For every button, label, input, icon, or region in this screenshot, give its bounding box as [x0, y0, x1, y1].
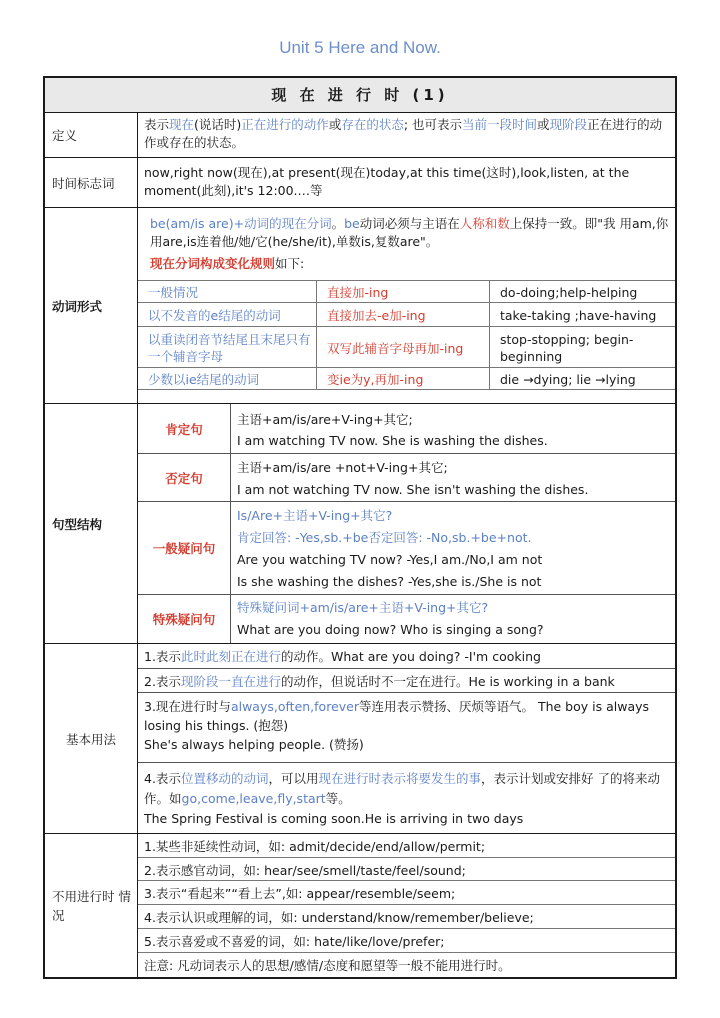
affirmative-formula: 主语+am/is/are+V-ing+其它;: [237, 412, 413, 427]
sentence-section: [45, 404, 675, 644]
definition-section: [45, 113, 675, 158]
text-run: 现阶段一直在进行: [180, 674, 281, 689]
rule-row: [138, 327, 675, 368]
time-markers-text: now,right now(现在),at present(现在)today,at this time(这时),look,listen, at the moment(此刻),it's 12:00.…等: [144, 165, 630, 198]
rule-case: 以重读闭音节结尾且末尾只有一个辅音字母: [138, 327, 317, 367]
yes-no-example-2: Is she washing the dishes? -Yes,she is./She is not: [237, 574, 542, 589]
rule-method: 双写此辅音字母再加-ing: [317, 327, 490, 367]
not-used-item: 4.表示认识或理解的词，如: understand/know/remember/believe;: [138, 905, 675, 929]
sentence-label: 句型结构: [45, 404, 138, 643]
basic-usage-section: [45, 644, 675, 834]
text-run: (说话时): [194, 117, 242, 132]
text-run: 或: [537, 117, 550, 132]
affirmative-label: 肯定句: [138, 404, 231, 453]
usage-item-1-text: [138, 644, 675, 668]
affirmative-example: I am watching TV now. She is washing the dishes.: [237, 433, 548, 448]
negative-row: [138, 454, 675, 502]
text-run: 动词必须与主语在: [359, 216, 460, 231]
text-run: 正在进行的动作或存在的状态。: [144, 117, 663, 150]
definition-label: 定义: [45, 113, 138, 157]
wh-content: [231, 595, 675, 643]
text-run: 3.现在进行时与: [144, 699, 231, 714]
negative-content: [231, 454, 675, 501]
text-run: 现在进行时表示将要发生的事: [318, 771, 481, 786]
rule-case: 一般情况: [138, 281, 317, 302]
not-used-item: 3.表示“看起来”“看上去”,如: appear/resemble/seem;: [138, 881, 675, 905]
usage-item-3-text: [144, 697, 669, 735]
rule-example: stop-stopping; begin-beginning: [500, 332, 634, 364]
yes-no-label: 一般疑问句: [138, 502, 231, 594]
rule-row: [138, 368, 675, 390]
rule-suffix: 如下:: [275, 256, 305, 271]
usage-item-3-content: [138, 693, 675, 762]
usage-item-4-content: [138, 763, 675, 833]
verb-form-section: [45, 208, 675, 404]
text-run: 的动作，但说话时不一定在进行。He is working in a bank: [280, 674, 615, 689]
text-run: be(am/is are)+动词的现在分词: [150, 216, 332, 231]
table-title: 现 在 进 行 时 (1): [45, 78, 675, 113]
not-used-list: [138, 834, 675, 977]
negative-example: I am not watching TV now. She isn't washing the dishes.: [237, 482, 589, 497]
text-run: ，表示计划或安排好 了的将来动作。如: [144, 771, 660, 806]
text-run: always,often,forever: [230, 699, 359, 714]
text-run: 的动作。What are you doing? -I'm cooking: [280, 649, 541, 664]
time-markers-label: 时间标志词: [45, 158, 138, 207]
negative-label: 否定句: [138, 454, 231, 501]
rule-title: 现在分词构成变化规则: [150, 256, 276, 271]
usage-item-4-example: The Spring Festival is coming soon.He is arriving in two days: [144, 811, 524, 826]
text-run: 4.表示: [144, 771, 181, 786]
text-run: 当前一段时间: [462, 117, 538, 132]
rule-case: 少数以ie结尾的动词: [138, 368, 317, 389]
text-run: ; 也可表示: [403, 117, 463, 132]
text-run: 现阶段: [549, 117, 588, 132]
text-run: ，可以用: [268, 771, 319, 786]
time-markers-section: [45, 158, 675, 208]
definition-text: [138, 113, 675, 157]
text-run: 此时此刻正在进行: [180, 649, 281, 664]
text-run: 等连用表示赞扬、厌烦等语气。 The boy is always losing his things. (抱怨): [144, 699, 650, 733]
not-used-item: 2.表示感官动词，如: hear/see/smell/taste/feel/sound;: [138, 858, 675, 881]
wh-formula: 特殊疑问词+am/is/are+主语+V-ing+其它?: [237, 600, 489, 615]
rule-example: die →dying; lie →lying: [500, 372, 636, 387]
not-used-item: 注意: 凡动词表示人的思想/感情/态度和愿望等一般不能用进行时。: [144, 958, 511, 973]
grammar-table: [43, 76, 677, 979]
text-run: 1.表示: [144, 649, 181, 664]
verb-form-body: [138, 208, 675, 403]
text-run: 正在进行的动作: [241, 117, 329, 132]
text-run: 表示: [144, 117, 170, 132]
yes-no-answers: 肯定回答: -Yes,sb.+be否定回答: -No,sb.+be+not.: [237, 530, 532, 545]
text-run: 或: [328, 117, 342, 132]
text-run: 等。: [325, 791, 351, 806]
text-run: be: [344, 216, 360, 231]
rule-row: [138, 281, 675, 303]
not-used-item: 5.表示喜爱或不喜爱的词，如: hate/like/love/prefer;: [138, 929, 675, 953]
yes-no-row: [138, 502, 675, 595]
text-run: 现在: [169, 117, 195, 132]
usage-item-4-text: [144, 769, 669, 809]
wh-example: What are you doing now? Who is singing a song?: [237, 622, 544, 637]
usage-item-2: [138, 669, 675, 693]
text-run: go,come,leave,fly,start: [181, 791, 326, 806]
text-run: 存在的状态: [341, 117, 404, 132]
verb-form-intro: [138, 208, 675, 251]
rule-method: 直接加-ing: [317, 281, 490, 302]
affirmative-row: [138, 404, 675, 454]
not-used-section: [45, 834, 675, 977]
usage-item-1: [138, 644, 675, 669]
text-run: 2.表示: [144, 674, 181, 689]
rule-title-line: [138, 251, 675, 273]
rule-method: 变ie为y,再加-ing: [317, 368, 490, 389]
usage-item-3-example: She's always helping people. (赞扬): [144, 737, 364, 752]
rule-example: take-taking ;have-having: [500, 308, 657, 323]
not-used-label: 不用进行时 情况: [45, 834, 138, 977]
negative-formula: 主语+am/is/are +not+V-ing+其它;: [237, 460, 448, 475]
rules-table: [138, 280, 675, 390]
basic-usage-label: 基本用法: [45, 644, 138, 833]
rule-case: 以不发音的e结尾的动词: [138, 303, 317, 326]
yes-no-content: [231, 502, 675, 594]
not-used-item: 1.某些非延续性动词，如: admit/decide/end/allow/permit;: [138, 834, 675, 858]
wh-label: 特殊疑问句: [138, 595, 231, 643]
wh-row: [138, 595, 675, 643]
rule-example: do-doing;help-helping: [500, 285, 638, 300]
affirmative-content: [231, 404, 675, 453]
usage-item-2-text: [138, 669, 675, 692]
page-title: Unit 5 Here and Now.: [279, 38, 441, 57]
usage-item-4: [138, 763, 675, 833]
rule-method: 直接加去-e加-ing: [317, 303, 490, 326]
usage-item-3: [138, 693, 675, 763]
text-run: 位置移动的动词: [180, 771, 269, 786]
yes-no-formula: Is/Are+主语+V-ing+其它?: [237, 508, 393, 523]
verb-form-label: 动词形式: [45, 208, 138, 403]
text-run: 人称和数: [459, 216, 510, 231]
yes-no-example-1: Are you watching TV now? -Yes,I am./No,I am not: [237, 552, 543, 567]
text-run: 上保持一致。即"我 用am,你用are,is连着他/她/它(he/she/it),单数is,复数are"。: [150, 216, 669, 249]
rule-row: [138, 303, 675, 327]
text-run: 。: [331, 216, 345, 231]
